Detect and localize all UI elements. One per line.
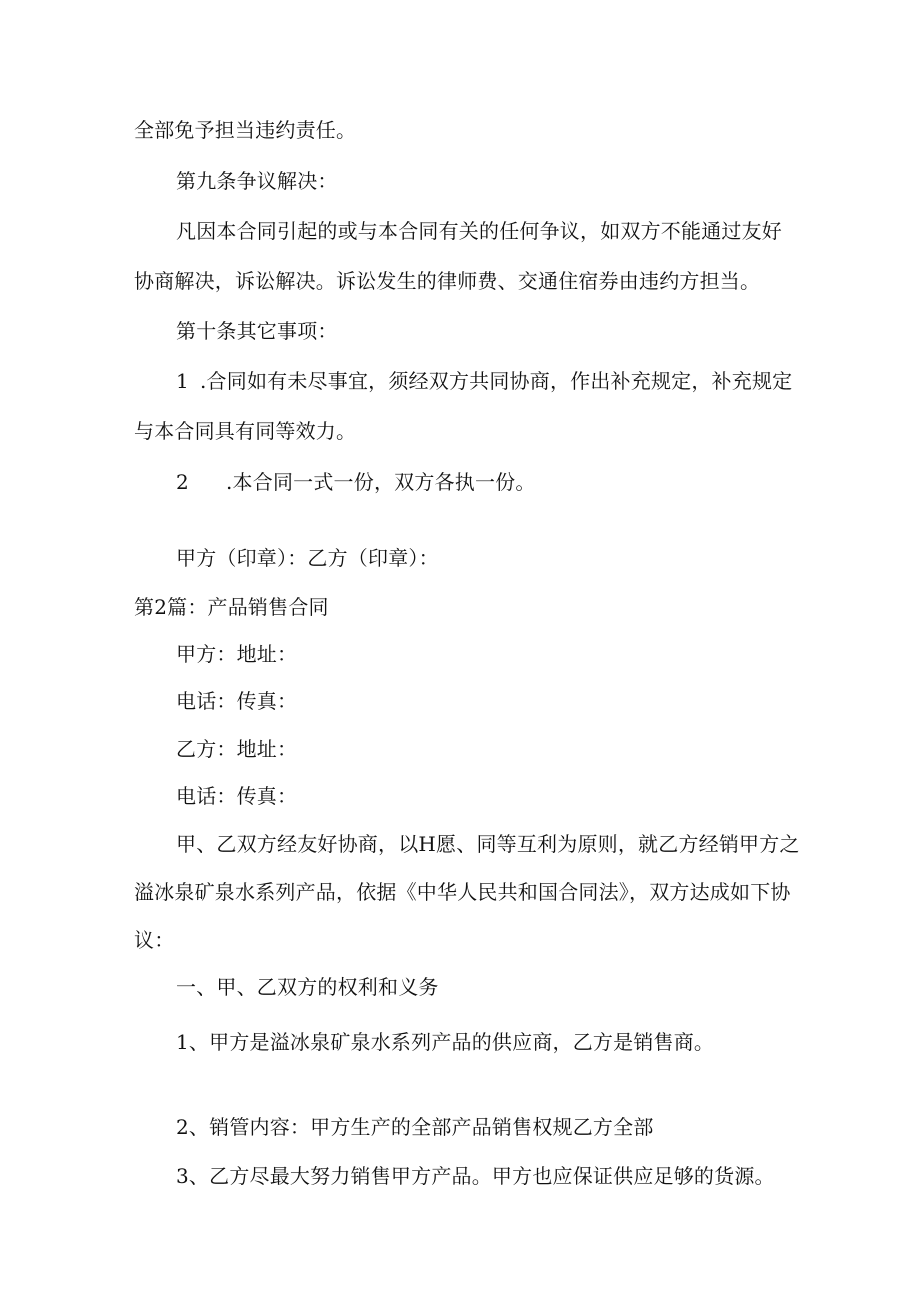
text-line: 溢冰泉矿泉水系列产品，依据《中华人民共和国合同法》，双方达成如下协 — [134, 880, 791, 904]
text-line: 3、乙方尽最大努力销售甲方产品。甲方也应保证供应足够的货源。 — [176, 1164, 775, 1188]
text-line: 凡因本合同引起的或与本合同有关的任何争议，如双方不能通过友好 — [176, 219, 782, 243]
party-field: 甲方：地址： — [176, 642, 298, 666]
text-line: 与本合同具有同等效力。 — [134, 419, 357, 443]
section-heading: 第九条争议解决： — [176, 169, 338, 193]
text-line: 议： — [134, 928, 175, 952]
party-field: 乙方：地址： — [176, 737, 298, 761]
contact-field: 电话：传真： — [176, 784, 298, 808]
contact-field: 电话：传真： — [176, 689, 298, 713]
section-heading: 一、甲、乙双方的权利和义务 — [176, 975, 439, 999]
text-line: .本合同一式一份，双方各执一份。 — [226, 470, 536, 494]
item-number: 1 — [176, 369, 189, 393]
chapter-title: 第2篇：产品销售合同 — [134, 595, 329, 619]
text-line: 2、销管内容：甲方生产的全部产品销售权规乙方全部 — [176, 1115, 654, 1139]
signature-line: 甲方（印章）：乙方（印章）： — [176, 546, 439, 570]
section-heading: 第十条其它事项： — [176, 319, 338, 343]
text-line: 甲、乙双方经友好协商，以H愿、同等互利为原则，就乙方经销甲方之 — [176, 832, 800, 856]
text-line: 全部免予担当违约责任。 — [134, 118, 357, 142]
item-number: 2 — [176, 470, 189, 494]
text-line: 协商解决，诉讼解决。诉讼发生的律师费、交通住宿券由违约方担当。 — [134, 269, 761, 293]
text-line: .合同如有未尽事宜，须经双方共同协商，作出补充规定，补充规定 — [200, 369, 793, 393]
text-line: 1、甲方是溢冰泉矿泉水系列产品的供应商，乙方是销售商。 — [176, 1030, 715, 1054]
